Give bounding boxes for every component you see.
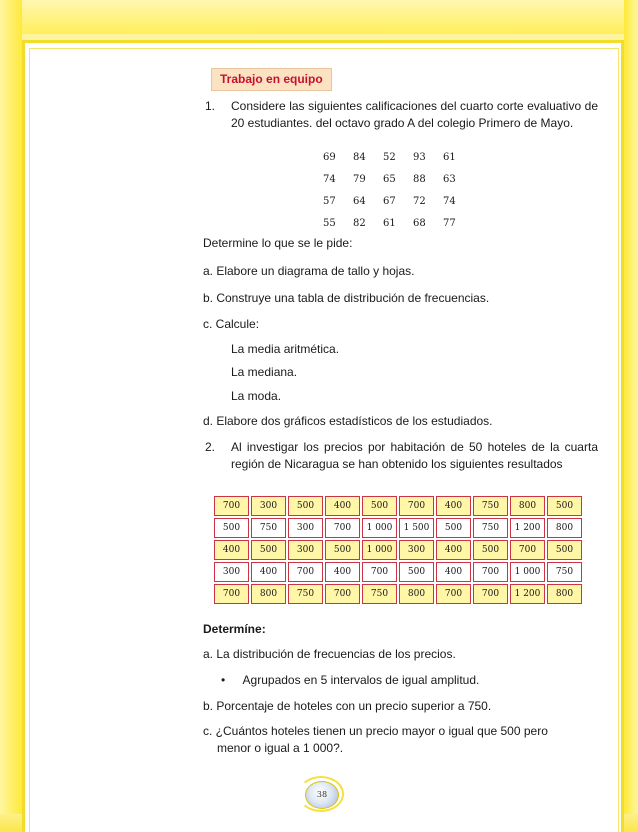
price-cell: 700 xyxy=(473,562,508,582)
grade-cell: 77 xyxy=(443,217,456,229)
price-cell: 500 xyxy=(547,496,582,516)
price-cell: 500 xyxy=(473,540,508,560)
price-cell: 700 xyxy=(325,518,360,538)
price-cell: 500 xyxy=(214,518,249,538)
price-cell: 750 xyxy=(251,518,286,538)
grade-cell: 64 xyxy=(353,195,366,207)
grade-cell: 79 xyxy=(353,173,366,185)
grade-cell: 72 xyxy=(413,195,426,207)
price-cell: 500 xyxy=(547,540,582,560)
price-cell: 700 xyxy=(288,562,323,582)
question-2-text: Al investigar los precios por habitación de 50 hoteles de la cuarta región de Nicaragua se han obtenido los siguientes resultados xyxy=(231,440,598,471)
price-cell: 500 xyxy=(362,496,397,516)
price-cell: 500 xyxy=(251,540,286,560)
grade-cell: 61 xyxy=(383,217,396,229)
prices-row xyxy=(214,540,582,560)
price-cell: 1 000 xyxy=(510,562,545,582)
q1-item-c3: La moda. xyxy=(231,389,282,403)
grade-cell: 65 xyxy=(383,173,396,185)
price-cell: 1 200 xyxy=(510,518,545,538)
prices-row xyxy=(214,562,582,582)
prices-row xyxy=(214,496,582,516)
price-cell: 700 xyxy=(362,562,397,582)
q2-item-a: a. La distribución de frecuencias de los precios. xyxy=(203,647,456,661)
price-cell: 750 xyxy=(473,518,508,538)
grade-cell: 57 xyxy=(323,195,336,207)
price-cell: 1 500 xyxy=(399,518,434,538)
grade-cell: 74 xyxy=(443,195,456,207)
price-cell: 750 xyxy=(288,584,323,604)
grade-cell: 63 xyxy=(443,173,456,185)
price-cell: 400 xyxy=(214,540,249,560)
price-cell: 700 xyxy=(214,584,249,604)
grade-cell: 52 xyxy=(383,151,396,163)
question-1 xyxy=(203,98,598,132)
q1-item-b: b. Construye una tabla de distribución de frecuencias. xyxy=(203,291,490,305)
price-cell: 700 xyxy=(399,496,434,516)
price-cell: 750 xyxy=(473,496,508,516)
price-cell: 1 000 xyxy=(362,518,397,538)
price-cell: 800 xyxy=(251,584,286,604)
price-cell: 500 xyxy=(325,540,360,560)
price-cell: 400 xyxy=(325,562,360,582)
bullet-icon: • xyxy=(221,673,226,687)
q2-item-b: b. Porcentaje de hoteles con un precio superior a 750. xyxy=(203,699,492,713)
q1-item-c2: La mediana. xyxy=(231,365,298,379)
price-cell: 500 xyxy=(288,496,323,516)
price-cell: 700 xyxy=(214,496,249,516)
q1-item-c: c. Calcule: xyxy=(203,317,260,331)
grade-cell: 61 xyxy=(443,151,456,163)
q1-item-a: a. Elabore un diagrama de tallo y hojas. xyxy=(203,264,415,278)
q2-determine: Determíne: xyxy=(203,622,266,636)
price-cell: 300 xyxy=(288,540,323,560)
price-cell: 300 xyxy=(288,518,323,538)
price-cell: 800 xyxy=(547,584,582,604)
price-cell: 400 xyxy=(436,540,471,560)
price-cell: 500 xyxy=(399,562,434,582)
price-cell: 700 xyxy=(510,540,545,560)
q2-item-c: c. ¿Cuántos hoteles tienen un precio mayor o igual que 500 pero menor o igual a 1 000?. xyxy=(203,724,548,755)
price-cell: 300 xyxy=(214,562,249,582)
grade-cell: 69 xyxy=(323,151,336,163)
section-header xyxy=(203,68,570,91)
grade-cell: 55 xyxy=(323,217,336,229)
grades-row xyxy=(323,146,473,168)
price-cell: 300 xyxy=(251,496,286,516)
prices-row xyxy=(214,518,582,538)
grades-row xyxy=(323,168,473,190)
grade-cell: 74 xyxy=(323,173,336,185)
question-2 xyxy=(203,439,598,473)
price-cell: 700 xyxy=(325,584,360,604)
grades-grid xyxy=(323,146,473,234)
grades-row xyxy=(323,190,473,212)
grade-cell: 93 xyxy=(413,151,426,163)
price-cell: 300 xyxy=(399,540,434,560)
grade-cell: 68 xyxy=(413,217,426,229)
frame-top xyxy=(0,0,638,34)
q1-item-d: d. Elabore dos gráficos estadísticos de los estudiados. xyxy=(203,414,493,428)
question-1-number: 1. xyxy=(205,99,216,113)
q2-bullet-text: Agrupados en 5 intervalos de igual amplitud. xyxy=(242,673,480,687)
question-2-number: 2. xyxy=(205,440,216,454)
frame-right xyxy=(624,0,638,832)
price-cell: 1 200 xyxy=(510,584,545,604)
price-cell: 800 xyxy=(547,518,582,538)
price-cell: 1 000 xyxy=(362,540,397,560)
price-cell: 800 xyxy=(510,496,545,516)
grade-cell: 84 xyxy=(353,151,366,163)
price-cell: 700 xyxy=(436,584,471,604)
prices-table xyxy=(212,494,584,606)
page-number: 38 xyxy=(305,781,339,809)
price-cell: 400 xyxy=(436,562,471,582)
grade-cell: 88 xyxy=(413,173,426,185)
frame-left xyxy=(0,0,22,832)
price-cell: 800 xyxy=(399,584,434,604)
grades-row xyxy=(323,212,473,234)
grade-cell: 67 xyxy=(383,195,396,207)
price-cell: 400 xyxy=(251,562,286,582)
question-1-text: Considere las siguientes calificaciones del cuarto corte evaluativo de 20 estudiantes. del octavo grado A del colegio Primero de Mayo. xyxy=(231,99,598,130)
q2-bullet-line xyxy=(203,672,588,689)
price-cell: 400 xyxy=(325,496,360,516)
price-cell: 750 xyxy=(362,584,397,604)
prices-row xyxy=(214,584,582,604)
price-cell: 500 xyxy=(436,518,471,538)
price-cell: 400 xyxy=(436,496,471,516)
section-badge: Trabajo en equipo xyxy=(211,68,332,91)
q1-item-c1: La media aritmética. xyxy=(231,342,340,356)
grade-cell: 82 xyxy=(353,217,366,229)
price-cell: 700 xyxy=(473,584,508,604)
q1-prompt: Determine lo que se le pide: xyxy=(203,236,353,250)
price-cell: 750 xyxy=(547,562,582,582)
